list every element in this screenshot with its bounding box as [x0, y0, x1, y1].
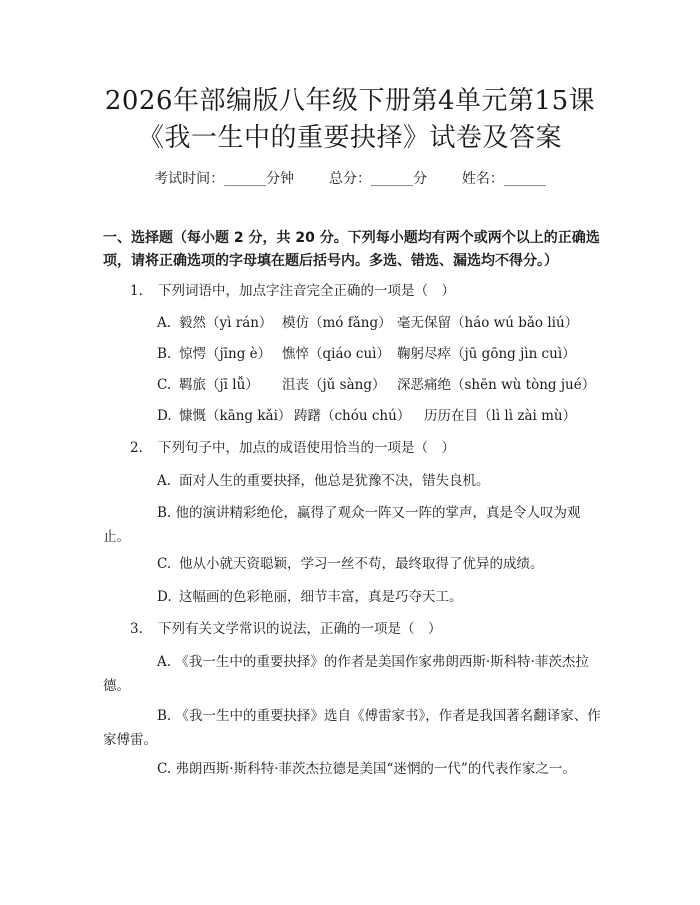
- total-score-label: 总分：______分: [329, 171, 427, 187]
- title-line-2: 《我一生中的重要抉择》试卷及答案: [137, 123, 562, 153]
- q1-option-c: [157, 374, 595, 396]
- option-word: 深恶痛绝（shēn wù tòng jué）: [397, 377, 596, 393]
- option-word: 憔悴（qiáo cuì）: [282, 346, 390, 362]
- question-number: 1.: [130, 283, 143, 299]
- question-1: [130, 280, 455, 302]
- section-1-heading: 一、选择题（每小题 2 分，共 20 分。下列每小题均有两个或两个以上的正确选项，请将正确选项的字母填在题后括号内。多选、错选、漏选均不得分。）: [103, 230, 600, 269]
- option-word: 羁旅（jī lǚ）: [179, 377, 259, 393]
- q2-option-a: [157, 470, 490, 492]
- question-stem: 下列句子中，加点的成语使用恰当的一项是（ ）: [158, 440, 455, 456]
- option-text: 《我一生中的重要抉择》的作者是美国作家弗朗西斯·斯科特·菲茨杰拉德。: [103, 654, 589, 694]
- q2-option-c: [157, 553, 544, 575]
- question-stem: 下列词语中，加点字注音完全正确的一项是（ ）: [158, 283, 455, 299]
- option-text: 面对人生的重要抉择，他总是犹豫不决，错失良机。: [179, 473, 490, 489]
- option-letter: C.: [157, 761, 172, 777]
- option-letter: A.: [157, 654, 172, 670]
- option-letter: B.: [157, 708, 172, 724]
- student-name-label: 姓名：______: [461, 171, 546, 187]
- option-word: 毫无保留（háo wú bǎo liú）: [397, 315, 579, 331]
- option-word: 沮丧（jǔ sàng）: [282, 377, 386, 393]
- option-text: 弗朗西斯·斯科特·菲茨杰拉德是美国“迷惘的一代”的代表作家之一。: [175, 761, 576, 777]
- option-letter: C.: [157, 377, 172, 393]
- q1-option-a: [157, 312, 578, 334]
- option-text: 这幅画的色彩艳丽，细节丰富，真是巧夺天工。: [179, 589, 463, 605]
- option-text: 他的演讲精彩绝伦，赢得了观众一阵又一阵的掌声，真是令人叹为观止。: [103, 505, 581, 545]
- exam-meta: [0, 169, 700, 189]
- question-stem: 下列有关文学常识的说法，正确的一项是（ ）: [158, 621, 442, 637]
- exam-time-label: 考试时间：______分钟: [154, 171, 295, 187]
- question-3: [130, 618, 442, 640]
- option-word: 慷慨（kāng kǎi）: [179, 408, 292, 424]
- q2-option-b: [103, 501, 603, 549]
- q2-option-d: [157, 586, 463, 608]
- option-word: 毅然（yì rán）: [179, 315, 273, 331]
- option-word: 踌躇（chóu chú）: [294, 408, 411, 424]
- option-word: 模仿（mó fǎng）: [282, 315, 392, 331]
- option-letter: D.: [157, 408, 172, 424]
- option-word: 鞠躬尽瘁（jū gōng jìn cuì）: [397, 346, 576, 362]
- title-line-1: 2026年部编版八年级下册第4单元第15课: [104, 86, 596, 116]
- option-text: 他从小就天资聪颖，学习一丝不苟，最终取得了优异的成绩。: [179, 556, 544, 572]
- option-word: 惊愕（jīng è）: [179, 346, 272, 362]
- option-letter: C.: [157, 556, 172, 572]
- q3-option-b: [103, 704, 603, 752]
- question-number: 2.: [130, 440, 143, 456]
- q1-option-d: [157, 405, 576, 427]
- option-letter: D.: [157, 589, 172, 605]
- question-number: 3.: [130, 621, 143, 637]
- question-2: [130, 437, 455, 459]
- option-letter: A.: [157, 473, 172, 489]
- option-letter: B.: [157, 346, 172, 362]
- option-letter: A.: [157, 315, 172, 331]
- option-word: 历历在目（lì lì zài mù）: [424, 408, 577, 424]
- option-letter: B.: [157, 505, 172, 521]
- option-text: 《我一生中的重要抉择》选自《傅雷家书》，作者是我国著名翻译家、作家傅雷。: [103, 708, 601, 748]
- q3-option-c: [103, 757, 603, 781]
- q1-option-b: [157, 343, 576, 365]
- q3-option-a: [103, 650, 603, 698]
